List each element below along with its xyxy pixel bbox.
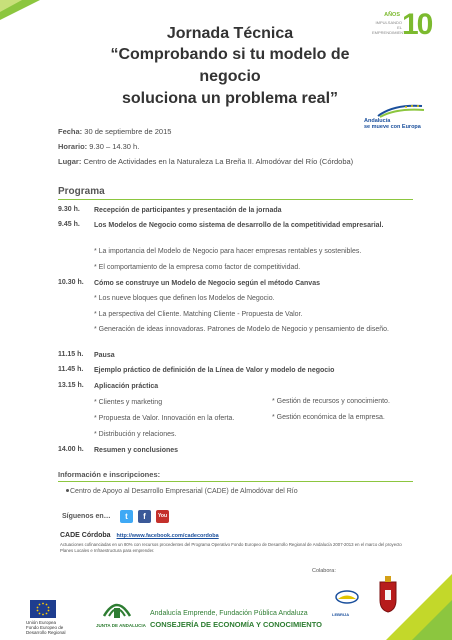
- follow-label: Síguenos en…: [62, 513, 111, 520]
- cade-line: [60, 532, 219, 539]
- organization-block: [150, 608, 322, 630]
- cade-label: CADE Córdoba: [60, 532, 111, 539]
- junta-caption: JUNTA DE ANDALUCIA: [96, 623, 146, 628]
- program-sub-item: * La perspectiva del Cliente. Matching Cliente - Propuesta de Valor.: [94, 311, 303, 318]
- event-meta: [58, 124, 353, 169]
- program-time: 11.15 h.: [58, 351, 84, 358]
- coat-of-arms-icon: [376, 576, 400, 614]
- bullet-icon: [66, 489, 69, 492]
- title-line-1: Jornada Técnica: [166, 25, 294, 42]
- youtube-icon[interactable]: You: [156, 510, 169, 523]
- junta-andalucia-logo-icon: [100, 596, 134, 622]
- place-label: Lugar:: [58, 157, 82, 166]
- page-title: [90, 24, 370, 110]
- program-time: 14.00 h.: [58, 446, 84, 453]
- program-sub-item: * Generación de ideas innovadoras. Patrones de Modelo de Negocio y pensamiento de diseño.: [94, 326, 389, 333]
- eu-caption: [26, 620, 66, 635]
- meta-place: [58, 154, 353, 169]
- program-sub-item: * El comportamiento de la empresa como factor de competitividad.: [94, 264, 301, 271]
- program-item-title: Pausa: [94, 352, 115, 359]
- program-item-title: Recepción de participantes y presentación de la jornada: [94, 207, 282, 214]
- organization-line-1: Andalucía Emprende, Fundación Pública Andaluza: [150, 610, 308, 617]
- schedule-value: 9.30 – 14.30 h.: [89, 142, 140, 151]
- program-item-title: Cómo se construye un Modelo de Negocio según el método Canvas: [94, 280, 320, 287]
- info-divider: [58, 481, 413, 482]
- program-sub-item: * Distribución y relaciones.: [94, 431, 177, 438]
- facebook-icon[interactable]: f: [138, 510, 151, 523]
- program-sub-item: * Clientes y marketing: [94, 399, 163, 406]
- program-item-title: Resumen y conclusiones: [94, 447, 179, 454]
- eu-flag-icon: [30, 600, 56, 618]
- logo-sub-text: IMPULSANDO EL EMPRENDIMIENTO: [372, 20, 409, 35]
- program-sub-item: * Propuesta de Valor. Innovación en la oferta.: [94, 415, 235, 422]
- program-time: 9.45 h.: [58, 221, 80, 228]
- eu-caption-line-2: Fondo Europeo de Desarrollo Regional: [26, 625, 66, 635]
- funding-note: Actuaciones cofinanciadas en un 80% con recursos procedentes del Programa Operativo Fondo Europeo de Desarrollo Regional de Andalucía 2007-2013 en el marco del proyecto Planes Locales e Infraestructura para emprender.: [60, 542, 402, 553]
- andalucia-text: [364, 118, 426, 130]
- program-time: 11.45 h.: [58, 366, 84, 373]
- lebrija-logo-icon: [334, 584, 360, 610]
- program-time: 9.30 h.: [58, 206, 80, 213]
- program-heading: Programa: [58, 186, 105, 197]
- andalucia-europa-logo: [364, 104, 426, 134]
- logo-years-text: AÑOS: [384, 12, 400, 18]
- schedule-label: Horario:: [58, 142, 88, 151]
- program-sub-item: * Gestión económica de la empresa.: [272, 414, 385, 421]
- info-heading: Información e inscripciones:: [58, 470, 161, 479]
- organization-line-2: CONSEJERÍA DE ECONOMÍA Y CONOCIMIENTO: [150, 620, 322, 629]
- andalucia-text-line-1: Andalucía: [364, 118, 391, 124]
- program-item-title: Los Modelos de Negocio como sistema de desarrollo de la competitividad empresarial.: [94, 222, 384, 229]
- eu-caption-line-1: Unión Europea: [26, 620, 57, 625]
- title-line-2: “Comprobando si tu modelo de negocio: [110, 46, 350, 85]
- lebrija-caption: LEBRIJA: [332, 612, 350, 617]
- meta-date: [58, 124, 353, 139]
- date-value: 30 de septiembre de 2015: [84, 127, 172, 136]
- ten-years-logo: [372, 8, 444, 44]
- twitter-icon[interactable]: t: [120, 510, 133, 523]
- program-item-title: Ejemplo práctico de definición de la Línea de Valor y modelo de negocio: [94, 367, 335, 374]
- program-time: 13.15 h.: [58, 382, 84, 389]
- info-item: Centro de Apoyo al Desarrollo Empresarial (CADE) de Almodóvar del Río: [70, 488, 298, 495]
- andalucia-text-line-2: se mueve con Europa: [364, 124, 421, 130]
- date-label: Fecha:: [58, 127, 83, 136]
- corner-decoration-top-left-inner: [0, 0, 22, 12]
- program-divider: [58, 199, 413, 200]
- program-sub-item: * Los nueve bloques que definen los Modelos de Negocio.: [94, 295, 275, 302]
- colabora-label: Colabora:: [312, 568, 336, 574]
- program-time: 10.30 h.: [58, 279, 84, 286]
- corner-decoration-bottom-right-inner: [412, 600, 452, 640]
- program-sub-item: * Gestión de recursos y conocimiento.: [272, 398, 390, 405]
- meta-schedule: [58, 139, 353, 154]
- logo-number: 10: [402, 8, 432, 41]
- title-line-3: soluciona un problema real”: [121, 90, 339, 107]
- andalucia-swoosh-icon: [364, 104, 426, 118]
- program-sub-item: * La importancia del Modelo de Negocio para hacer empresas rentables y sostenibles.: [94, 248, 362, 255]
- place-value: Centro de Actividades en la Naturaleza La Breña II. Almodóvar del Río (Córdoba): [83, 157, 354, 166]
- cade-facebook-link[interactable]: http://www.facebook.com/cadecordoba: [116, 533, 219, 539]
- program-item-title: Aplicación práctica: [94, 383, 159, 390]
